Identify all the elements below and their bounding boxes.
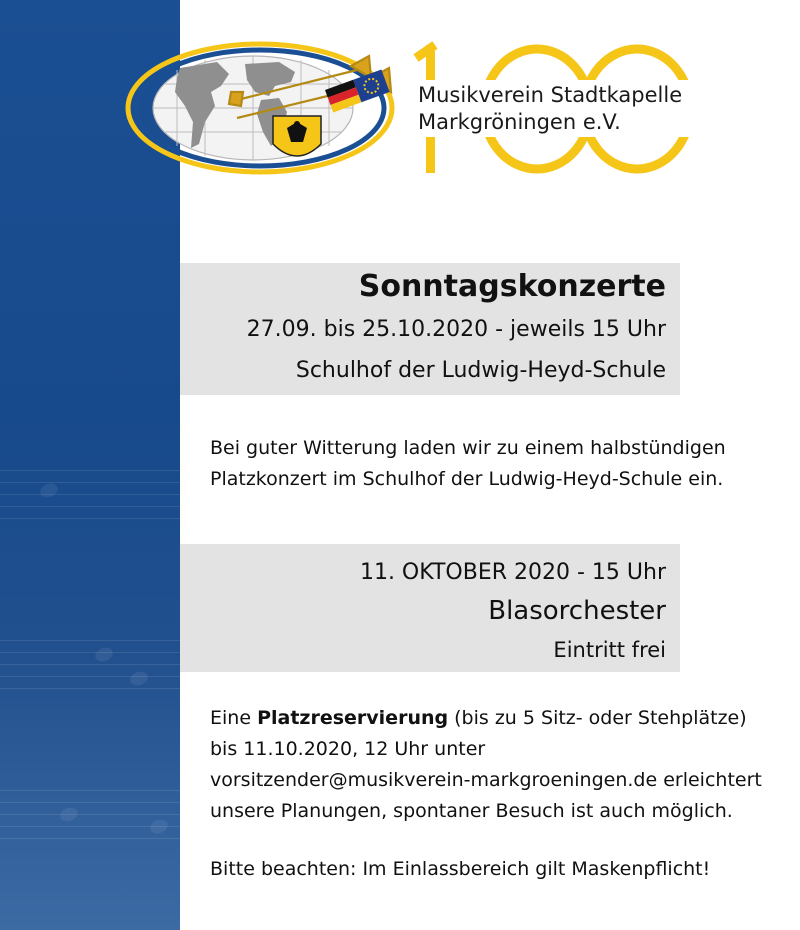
reservation-email-line: vorsitzender@musikverein-markgroeningen.de erleichtert	[210, 769, 762, 791]
org-name-line2: Markgröningen e.V.	[418, 110, 621, 134]
anniversary-100-graphic	[412, 40, 702, 175]
concert-series-banner	[180, 263, 680, 395]
club-brand	[412, 40, 702, 175]
intro-line-2: Platzkonzert im Schulhof der Ludwig-Heyd-Schule ein.	[210, 468, 724, 490]
org-name-line1: Musikverein Stadtkapelle	[418, 83, 683, 107]
event-ensemble: Blasorchester	[488, 596, 666, 626]
reservation-line-1: Eine Platzreservierung (bis zu 5 Sitz- oder Stehplätze)	[210, 707, 747, 729]
mask-notice: Bitte beachten: Im Einlassbereich gilt Maskenpflicht!	[210, 858, 711, 880]
reservation-line-2: bis 11.10.2020, 12 Uhr unter	[210, 738, 486, 760]
club-logo	[125, 40, 395, 175]
intro-paragraph	[210, 433, 726, 495]
reservation-paragraph	[210, 703, 762, 827]
intro-line-1: Bei guter Witterung laden wir zu einem halbstündigen	[210, 437, 726, 459]
event-banner	[180, 544, 680, 672]
reservation-line-4: unsere Planungen, spontaner Besuch ist auch möglich.	[210, 800, 733, 822]
event-admission: Eintritt frei	[553, 638, 666, 662]
concert-series-dates: 27.09. bis 25.10.2020 - jeweils 15 Uhr	[246, 317, 666, 342]
event-date: 11. OKTOBER 2020 - 15 Uhr	[359, 560, 666, 585]
reservation-bold-term: Platzreservierung	[257, 707, 449, 729]
concert-series-title: Sonntagskonzerte	[358, 269, 666, 304]
concert-series-location: Schulhof der Ludwig-Heyd-Schule	[295, 358, 666, 383]
